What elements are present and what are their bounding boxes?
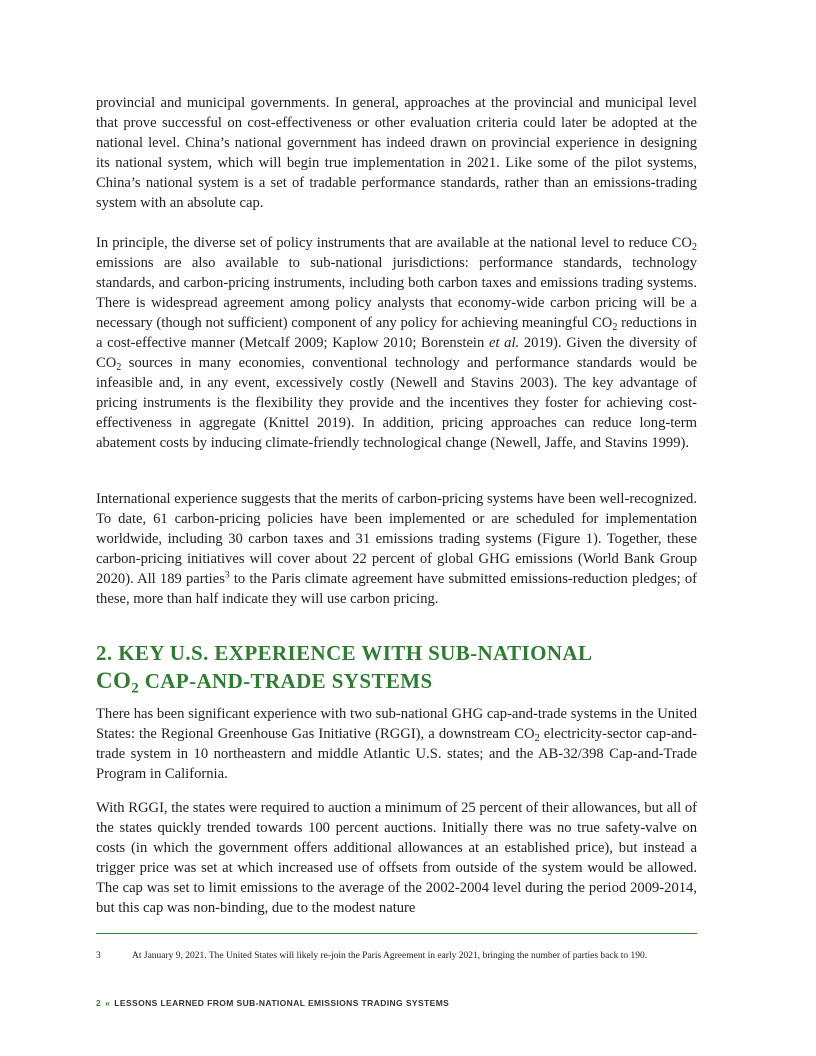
heading-line-2: CAP-AND-TRADE SYSTEMS bbox=[139, 669, 433, 693]
paragraph-4-text-b: electricity-sector cap-and-trade system in 10 northeastern and middle Atlantic U.S. states; and the AB-32/398 Cap-and-Trade Program in California. bbox=[96, 726, 698, 782]
footnote bbox=[96, 950, 697, 963]
paragraph-2-text-e: sources in many economies, conventional technology and performance standards would be infeasible and, in any event, excessively costly (Newell and Stavins 2003). The key advantage of pricing instruments is the flexibility they provide and the incentives they foster for achieving cost-effectiveness in aggregate (Knittel 2019). In addition, pricing approaches can reduce long-term abatement costs by inducing climate-friendly technological change (Newell, Jaffe, and Stavins 1999). bbox=[96, 355, 697, 451]
paragraph-3-text-b: to the Paris climate agreement have submitted emissions-reduction pledges; of these, more than half indicate they will use carbon pricing. bbox=[96, 571, 698, 607]
footnote-number: 3 bbox=[96, 951, 101, 961]
paragraph-2-text-b: emissions are also available to sub-national jurisdictions: performance standards, technology standards, and carbon-pricing instruments, including both carbon taxes and emissions trading systems. There is widespread agreement among policy analysts that economy-wide carbon pricing will be a necessary (though not sufficient) component of any policy for achieving meaningful CO bbox=[96, 255, 697, 331]
footer-separator: « bbox=[105, 998, 111, 1008]
paragraph-2-text-d: 2019). Given the diversity of CO bbox=[96, 335, 697, 371]
co2-subscript: 2 bbox=[691, 242, 697, 254]
co2-subscript: 2 bbox=[534, 733, 540, 745]
footnote-text: At January 9, 2021. The United States will likely re-join the Paris Agreement in early 2021, bringing the number of parties back to 190. bbox=[132, 951, 648, 961]
section-heading bbox=[96, 640, 697, 695]
heading-line-1: 2. KEY U.S. EXPERIENCE WITH SUB-NATIONAL bbox=[96, 641, 593, 665]
footnote-divider bbox=[96, 933, 697, 934]
body-paragraph-4 bbox=[96, 704, 697, 784]
co2-subscript: 2 bbox=[116, 362, 122, 374]
paragraph-2-text-a: In principle, the diverse set of policy instruments that are available at the national level to reduce CO bbox=[96, 235, 692, 251]
page-footer bbox=[96, 998, 697, 1008]
paragraph-4-text-a: There has been significant experience with two sub-national GHG cap-and-trade systems in the United States: the Regional Greenhouse Gas Initiative (RGGI), a downstream CO bbox=[96, 706, 697, 742]
body-paragraph-2 bbox=[96, 233, 697, 453]
body-paragraph-1 bbox=[96, 93, 697, 213]
body-paragraph-3 bbox=[96, 489, 697, 609]
body-paragraph-5 bbox=[96, 798, 697, 918]
co2-subscript: 2 bbox=[612, 322, 618, 334]
paragraph-3-text-a: International experience suggests that the merits of carbon-pricing systems have been well-recognized. To date, 61 carbon-pricing policies have been implemented or are scheduled for implementation worldwide, including 30 carbon taxes and 31 emissions trading systems (Figure 1). Together, these carbon-pricing initiatives will cover about 22 percent of global GHG emissions (World Bank Group 2020). All 189 parties bbox=[96, 491, 697, 587]
paragraph-5-text: With RGGI, the states were required to auction a minimum of 25 percent of their allowances, but all of the states quickly trended towards 100 percent auctions. Initially there was no true safety-valve on costs (in which the government offers additional allowances at an established price), but instead a trigger price was set at which increased use of offsets from outside of the system would be allowed. The cap was set to limit emissions to the average of the 2002-2004 level during the period 2009-2014, but this cap was non-binding, due to the modest nature bbox=[96, 800, 697, 916]
footnote-reference[interactable]: 3 bbox=[224, 570, 230, 581]
footer-title: LESSONS LEARNED FROM SUB-NATIONAL EMISSIONS TRADING SYSTEMS bbox=[114, 998, 450, 1008]
heading-subscript: 2 bbox=[131, 680, 140, 697]
et-al-italic: et al. bbox=[488, 335, 520, 351]
page-number: 2 bbox=[96, 998, 102, 1008]
paragraph-1-text: provincial and municipal governments. In general, approaches at the provincial and municipal level that prove successful on cost-effectiveness or other evaluation criteria could later be adopted at the national level. China’s national government has indeed drawn on provincial experience in designing its national system, which will begin true implementation in 2021. Like some of the pilot systems, China’s national system is a set of tradable performance standards, rather than an emissions-trading system with an absolute cap. bbox=[96, 95, 697, 211]
paragraph-2-text-c: reductions in a cost-effective manner (Metcalf 2009; Kaplow 2010; Borenstein bbox=[96, 315, 697, 351]
heading-co: CO bbox=[96, 668, 132, 693]
